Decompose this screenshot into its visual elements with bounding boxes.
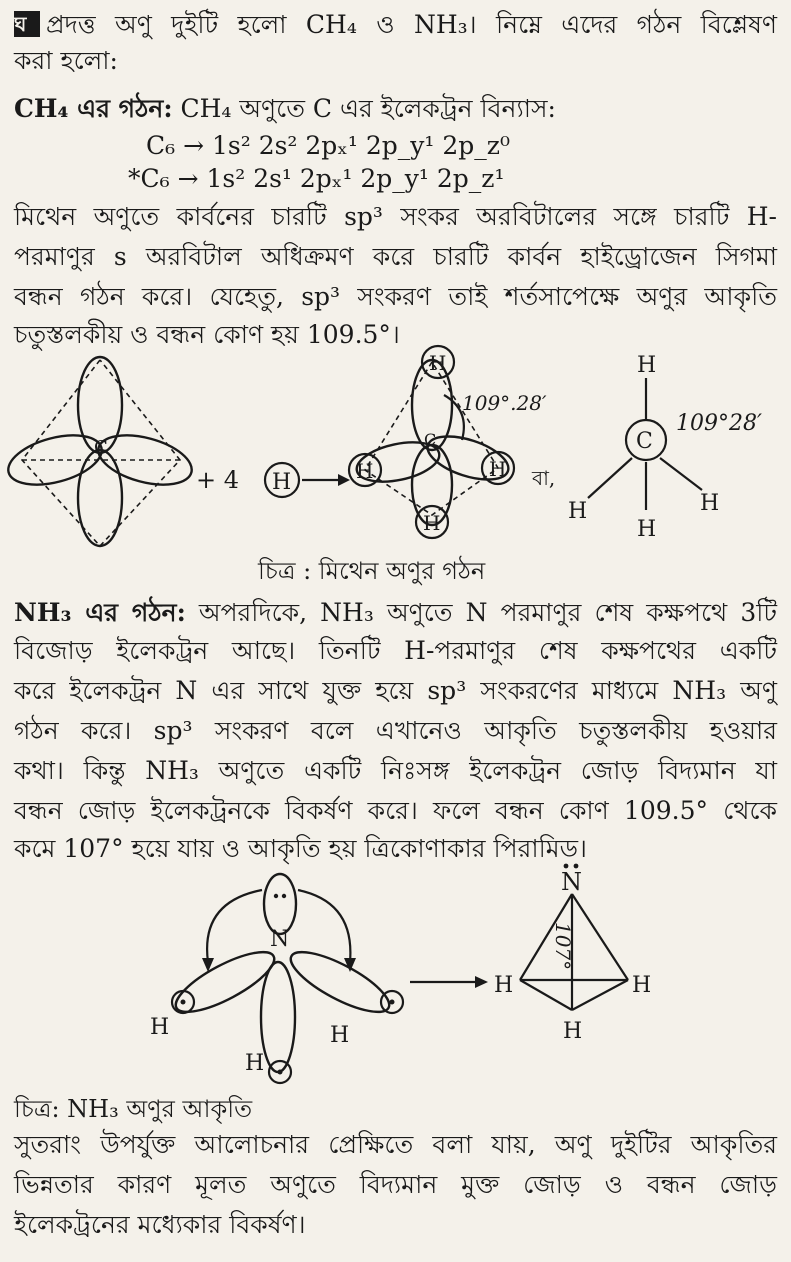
methane-h-left: H [356, 459, 374, 483]
struct-h-right: H [700, 491, 720, 516]
nh3-para-line-2: করে ইলেকট্রন N এর সাথে যুক্ত হয়ে sp³ সংকরণের মাধ্যমে NH₃ অণু [14, 676, 777, 705]
pyramid-h-left: H [494, 973, 514, 998]
intro-line-2: করা হলো: [14, 46, 118, 75]
nh3-para-line-3: গঠন করে। sp³ সংকরণ বলে এখানেও আকৃতি চতুস্তলকীয় হওয়ার [14, 716, 777, 745]
nh3-n-label: N [270, 927, 290, 952]
answer-badge: ঘ [14, 11, 40, 37]
ch4-config-ground: C₆ → 1s² 2s² 2pₓ¹ 2p_y¹ 2p_z⁰ [146, 131, 510, 160]
ch4-para-line-3: বন্ধন গঠন করে। যেহেতু, sp³ সংকরণ তাই শর্তসাপেক্ষে অণুর আকৃতি [14, 282, 777, 311]
nh3-para-line-5: বন্ধন জোড় ইলেকট্রনকে বিকর্ষণ করে। ফলে বন্ধন কোণ 109.5° থেকে [14, 796, 777, 825]
nh3-orbital-drawing [150, 874, 403, 1083]
ch4-config-excited: *C₆ → 1s² 2s¹ 2pₓ¹ 2p_y¹ 2p_z¹ [128, 164, 505, 193]
struct-h-bottom: H [637, 517, 657, 542]
ch4-para-line-1: মিথেন অণুতে কার্বনের চারটি sp³ সংকর অরবিটালের সঙ্গে চারটি H- [14, 202, 777, 231]
nh3-figure-caption: চিত্র: NH₃ অণুর আকৃতি [14, 1095, 253, 1123]
nh3-h-right: H [330, 1023, 350, 1048]
struct-angle-label: 109°28′ [676, 411, 762, 436]
methane-h-bottom: H [423, 511, 441, 535]
nh3-h-left: H [150, 1015, 170, 1040]
nh3-para-line-6: কমে 107° হয়ে যায় ও আকৃতি হয় ত্রিকোণাকার পিরামিড। [14, 834, 587, 863]
carbon-label: C [94, 437, 108, 458]
pyramid-angle-label: 107° [551, 922, 575, 971]
ch4-para-line-2: পরমাণুর s অরবিটাল অধিক্রমণ করে চারটি কার্বন হাইড্রোজেন সিগমা [14, 242, 777, 271]
ch4-heading-line: CH₄ এর গঠন: CH₄ অণুতে C এর ইলেকট্রন বিন্যাস: [14, 94, 556, 123]
nh3-para-line-1: বিজোড় ইলেকট্রন আছে। তিনটি H-পরমাণুর শেষ কক্ষপথের একটি [14, 636, 777, 665]
methane-c-label: C [424, 430, 437, 449]
methane-angle-label: 109°.28′ [462, 391, 547, 415]
nh3-para-line-4: কথা। কিন্তু NH₃ অণুতে একটি নিঃসঙ্গ ইলেকট্রন জোড় বিদ্যমান যা [14, 756, 777, 785]
nh3-h-bottom: H [245, 1051, 265, 1076]
conclusion-line-2: ভিন্নতার কারণ মূলত অণুতে বিদ্যমান মুক্ত জোড় ও বন্ধন জোড় [14, 1170, 777, 1199]
hydrogen-atom-label: H [272, 470, 292, 495]
carbon-sp3-orbitals-drawing [3, 357, 197, 546]
conclusion-line-1: সুতরাং উপর্যুক্ত আলোচনার প্রেক্ষিতে বলা যায়, অণু দুইটির আকৃতির [14, 1130, 777, 1159]
pyramid-h-bottom: H [563, 1019, 583, 1044]
nh3-figure [0, 862, 791, 1082]
ch4-para-line-4: চতুস্তলকীয় ও বন্ধন কোণ হয় 109.5°। [14, 320, 400, 349]
ch4-figure [0, 350, 791, 550]
nh3-heading: NH₃ এর গঠন: [14, 598, 186, 627]
struct-h-left: H [568, 499, 588, 524]
pyramid-n-label: N [561, 868, 582, 896]
methane-h-top: H [429, 351, 447, 375]
ch4-figure-caption: চিত্র : মিথেন অণুর গঠন [258, 557, 486, 585]
or-text: বা, [532, 466, 556, 490]
struct-h-top: H [637, 353, 657, 378]
ch4-heading: CH₄ এর গঠন: [14, 94, 173, 123]
nh3-heading-line: NH₃ এর গঠন: অপরদিকে, NH₃ অণুতে N পরমাণুর শেষ কক্ষপথে 3টি [14, 598, 777, 627]
intro-line-1: ঘ প্রদত্ত অণু দুইটি হলো CH₄ ও NH₃। নিম্নে এদের গঠন বিশ্লেষণ [14, 10, 777, 39]
struct-c-label: C [636, 429, 653, 454]
methane-structural-drawing [568, 353, 762, 542]
methane-orbital-overlap-drawing [349, 346, 547, 538]
plus-four-label: + 4 [196, 466, 240, 494]
pyramid-h-right: H [632, 973, 652, 998]
conclusion-line-3: ইলেকট্রনের মধ্যেকার বিকর্ষণ। [14, 1210, 306, 1239]
nh3-pyramid-drawing [494, 864, 651, 1044]
methane-h-right: H [489, 457, 507, 481]
